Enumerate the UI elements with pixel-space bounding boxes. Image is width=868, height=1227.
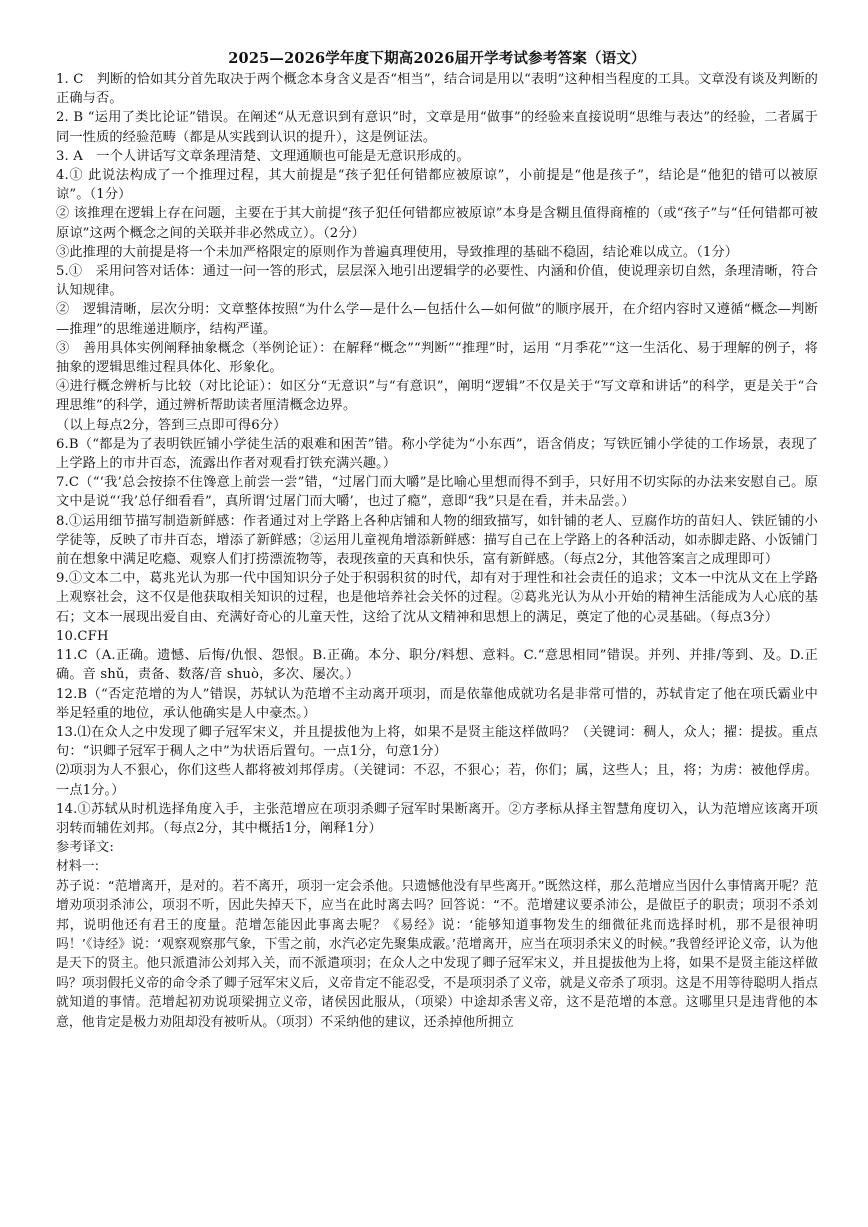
answer-4-point-2: ② 该推理在逻辑上存在问题，主要在于其大前提“孩子犯任何错都应被原谅”本身是含糊且值得商榷的（或“孩子”与“任何错都可被原谅”这两个概念之间的关联并非必然成立）。（2分） (56, 206, 818, 241)
answer-2: 2. B “运用了类比论证”错误。在阐述“从无意识到有意识”时，文章是用“做事”的经验来直接说明“思维与表达”的经验，二者属于同一性质的经验范畴（都是从实践到认识的提升），这是例证法。 (56, 110, 818, 145)
answer-6: 6.B（“都是为了表明铁匠铺小学徒生活的艰难和困苦”错。称小学徒为“小东西”，语含俏皮；写铁匠铺小学徒的工作场景，表现了上学路上的市井百态，流露出作者对观看打铁充满兴趣。） (56, 436, 818, 472)
document-title: 2025—2026学年度下期高2026届开学考试参考答案（语文） (228, 50, 646, 67)
answer-5-scoring: （以上每点2分，答到三点即可得6分） (56, 417, 287, 433)
answer-13-part-2: ⑵项羽为人不狠心，你们这些人都将被刘邦俘虏。（关键词：不忍，不狠心；若，你们；属，这些人；且，将；为虏：被他俘虏。一点1分。） (56, 763, 818, 798)
answer-11: 11.C（A.正确。遗憾、后悔/仇恨、怨恨。B.正确。本分、职分/料想、意料。C.“意思相同”错误。并列、并排/等到、及。D.正确。音 shǔ，责备、数落/音 shuò，多次、屡次。） (56, 648, 818, 683)
answer-5-point-1: 5.① 采用问答对话体：通过一问一答的形式，层层深入地引出逻辑学的必要性、内涵和价值，使说理亲切自然，条理清晰，符合认知规律。 (56, 264, 818, 299)
answer-1: 1. C 判断的恰如其分首先取决于两个概念本身含义是否“相当”，结合词是用以“表明”这种相当程度的工具。文章没有谈及判断的正确与否。 (56, 72, 818, 107)
translation-paragraph: 苏子说：“范增离开，是对的。若不离开，项羽一定会杀他。只遗憾他没有早些离开。”既然这样，那么范增应当因什么事情离开呢？范增劝项羽杀沛公，项羽不听，因此失掉天下，应当在此时离去吗？回答说：“不。范增建议要杀沛公，是做臣子的职责；项羽不杀刘邦，说明他还有君王的度量。范增怎能因此事离去呢？《易经》说：‘能够知道事物发生的细微征兆而选择时机，那不是很神明吗！’《诗经》说：‘观察观察那气象，下雪之前，水汽必定先聚集成霰。’范增离开，应当在项羽杀宋义的时候。”我曾经评论义帝，认为他是天下的贤主。他只派遣沛公刘邦入关，而不派遣项羽；在众人之中发现了卿子冠军宋义，并且提拔他为上将，如果不是贤主能这样做吗？项羽假托义帝的命令杀了卿子冠军宋义后，义帝肯定不能忍受，不是项羽杀了义帝，就是义帝杀了项羽。这是不用等待聪明人指点就知道的事情。范增起初劝说项梁拥立义帝，诸侯因此服从，（项梁）中途却杀害义帝，这不是范增的本意。这哪里只是违背他的本意，他肯定是极力劝阻却没有被听从。（项羽）不采纳他的建议，还杀掉他所拥立 (56, 878, 818, 1030)
answer-5-point-4: ④进行概念辨析与比较（对比论证）：如区分“无意识”与“有意识”，阐明“逻辑”不仅是关于“写文章和讲话”的科学，更是关于“合理思维”的科学，通过辨析帮助读者厘清概念边界。 (56, 379, 818, 414)
answer-10: 10.CFH (56, 628, 109, 644)
answer-4-point-1: 4.① 此说法构成了一个推理过程，其大前提是“孩子犯任何错都应被原谅”，小前提是“他是孩子”，结论是“他犯的错可以被原谅”。（1分） (56, 168, 818, 203)
answer-9: 9.①文本二中，葛兆光认为那一代中国知识分子处于积弱积贫的时代，却有对于理性和社会责任的追求；文本一中沈从文在上学路上观察社会，这不仅是他获取相关知识的过程，也是他培养社会关怀的过程。②葛兆光认为从小开始的精神生活能成为人心底的基石；文本一展现出爱自由、充满好奇心的儿童天性，这给了沈从文精神和思想上的满足，奠定了他的心灵基础。（每点3分） (56, 571, 818, 625)
answer-8: 8.①运用细节描写制造新鲜感：作者通过对上学路上各种店铺和人物的细致描写，如针铺的老人、豆腐作坊的苗妇人、铁匠铺的小学徒等，反映了市井百态，增添了新鲜感；②运用儿童视角增添新鲜感：描写自己在上学路上的各种活动，如赤脚走路、小饭铺门前在想象中满足吃瘾、观察人们打捞漂流物等，表现孩童的天真和快乐，富有新鲜感。（每点2分，其他答案言之成理即可） (56, 513, 818, 568)
answer-3: 3. A 一个人讲话写文章条理清楚、文理通顺也可能是无意识形成的。 (56, 148, 470, 164)
material-heading: 材料一: (56, 859, 100, 875)
answer-4-point-3: ③此推理的大前提是将一个未加严格限定的原则作为普遍真理使用，导致推理的基础不稳固，结论难以成立。（1分） (56, 244, 739, 260)
answer-14: 14.①苏轼从时机选择角度入手，主张范增应在项羽杀卿子冠军时果断离开。②方孝标从择主智慧角度切入，认为范增应该离开项羽转而辅佐刘邦。（每点2分，其中概括1分，阐释1分） (56, 801, 818, 836)
answer-5-point-3: ③ 善用具体实例阐释抽象概念（举例论证）：在解释“概念”“判断”“推理”时，运用 “月季花”“这一生活化、易于理解的例子，将抽象的逻辑思维过程具体化、形象化。 (56, 340, 818, 376)
answer-13-part-1: 13.⑴在众人之中发现了卿子冠军宋义，并且提拔他为上将，如果不是贤主能这样做吗？（关键词：稠人，众人；擢：提拔。重点句：“识卿子冠军于稠人之中”为状语后置句。一点1分，句意1分） (56, 724, 818, 760)
answer-7: 7.C（“‘我’总会按捺不住馋意上前尝一尝”错，“过屠门而大嚼”是比喻心里想而得不到手，只好用不切实际的办法来安慰自己。原文中是说“‘我’总仔细看看”，真所谓‘过屠门而大嚼’，也过了瘾”，意即“我”只是在看，并未品尝。） (56, 475, 818, 510)
translation-heading: 参考译文: (56, 840, 114, 856)
answer-5-point-2: ② 逻辑清晰，层次分明：文章整体按照“为什么学—是什么—包括什么—如何做”的顺序展开，在介绍内容时又遵循“概念—判断—推理”的思维递进顺序，结构严谨。 (56, 302, 818, 337)
answer-12: 12.B（“否定范增的为人”错误，苏轼认为范增不主动离开项羽，而是依靠他成就功名是非常可惜的，苏轼肯定了他在项氏霸业中举足轻重的地位，承认他确实是人中豪杰。） (56, 686, 818, 721)
